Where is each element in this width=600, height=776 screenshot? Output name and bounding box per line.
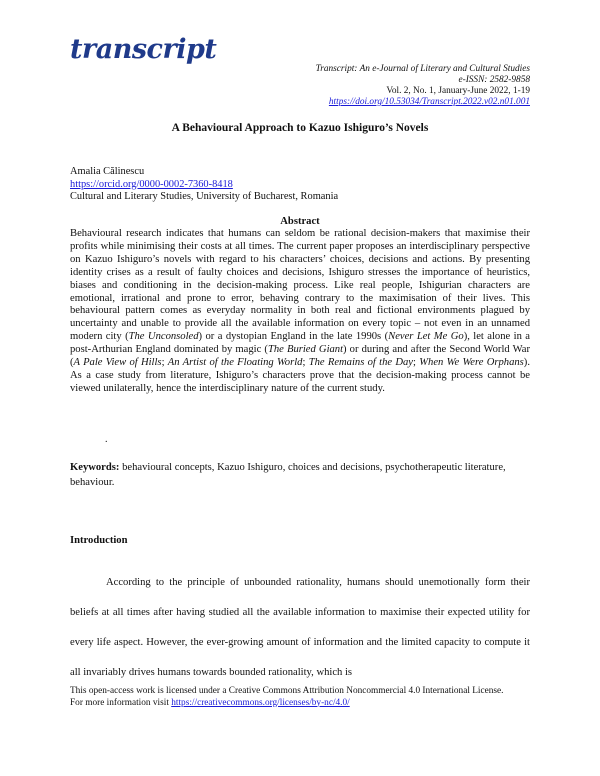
article-title: A Behavioural Approach to Kazuo Ishiguro’s Novels bbox=[171, 122, 429, 134]
separator: ; bbox=[161, 357, 168, 369]
abstract-part: ) or during and after the Second World War ( bbox=[70, 344, 530, 369]
abstract-heading: Abstract bbox=[280, 216, 320, 227]
introduction-text: According to the principle of unbounded rationality, humans should unemotionally form their beliefs at all times after having studied all the available information to maximise their expected utility for every life aspect. However, the ever-growing amount of information and the limited capacity to compute it all invariably drives humans towards bounded rationality, which is bbox=[70, 577, 530, 678]
abstract-text bbox=[70, 228, 530, 396]
more-info-line bbox=[70, 698, 540, 710]
keywords-label: Keywords: bbox=[70, 462, 120, 473]
author-name: Amalia Călinescu bbox=[70, 166, 145, 177]
author-affiliation: Cultural and Literary Studies, University of Bucharest, Romania bbox=[70, 191, 339, 202]
journal-issn: e-ISSN: 2582-9858 bbox=[458, 75, 530, 85]
abstract-part: ) or a dystopian England in the late 1990s ( bbox=[198, 331, 389, 343]
license-link[interactable]: https://creativecommons.org/licenses/by-nc/4.0/ bbox=[171, 697, 350, 708]
novel-title: When We Were Orphans bbox=[419, 357, 524, 369]
journal-logo: transcript bbox=[70, 34, 217, 65]
stray-dot: . bbox=[105, 434, 108, 445]
journal-info bbox=[210, 64, 530, 108]
abstract-part: ). As a case study from literature, Ishiguro’s characters prove that the decision-making process cannot be viewed unilaterally, hence the interdisciplinary nature of the current study. bbox=[70, 357, 530, 394]
novel-title: A Pale View of Hills bbox=[73, 357, 162, 369]
license-footer bbox=[70, 686, 540, 709]
novel-title: The Unconsoled bbox=[128, 331, 199, 343]
novel-title: The Remains of the Day bbox=[308, 357, 413, 369]
keywords-text: behavioural concepts, Kazuo Ishiguro, choices and decisions, psychotherapeutic literature, behaviour. bbox=[70, 462, 506, 488]
more-info-label: For more information visit bbox=[70, 697, 172, 708]
abstract-part: ), let alone in a post-Arthurian England dominated by magic ( bbox=[70, 331, 530, 356]
doi-link[interactable]: https://doi.org/10.53034/Transcript.2022.v02.n01.001 bbox=[328, 97, 530, 107]
orcid-link[interactable]: https://orcid.org/0000-0002-7360-8418 bbox=[70, 178, 233, 190]
separator: ; bbox=[302, 357, 309, 369]
introduction-heading: Introduction bbox=[70, 535, 128, 546]
license-text: This open-access work is licensed under a Creative Commons Attribution Noncommercial 4.0 International License. bbox=[70, 686, 504, 696]
novel-title: Never Let Me Go bbox=[388, 331, 464, 343]
novel-title: An Artist of the Floating World bbox=[167, 357, 303, 369]
keywords bbox=[70, 460, 530, 490]
abstract-part: Behavioural research indicates that humans can seldom be rational decision-makers that maximise their profits while minimising their costs at all times. The current paper proposes an interdisciplinary perspective on Kazuo Ishiguro’s novels with regard to his characters’ choices, decisions and actions. By presenting identity crises as a result of faulty choices and decisions, Ishiguro stresses the importance of heuristics, biases and conditioning in the decision-making process. Like real people, Ishigurian characters are emotional, irrational and prone to error, behaving contrary to the maximisation of their lives. This behavioural pattern comes as everyday normality in both real and fictional environments plagued by uncertainty and unable to provide all the available information on every topic – not even in an unnamed modern city ( bbox=[70, 228, 530, 343]
separator: ; bbox=[413, 357, 420, 369]
journal-name: Transcript: An e-Journal of Literary and Cultural Studies bbox=[315, 64, 530, 74]
journal-volume: Vol. 2, No. 1, January-June 2022, 1-19 bbox=[386, 86, 530, 96]
novel-title: The Buried Giant bbox=[267, 344, 344, 356]
author-block bbox=[70, 166, 530, 204]
